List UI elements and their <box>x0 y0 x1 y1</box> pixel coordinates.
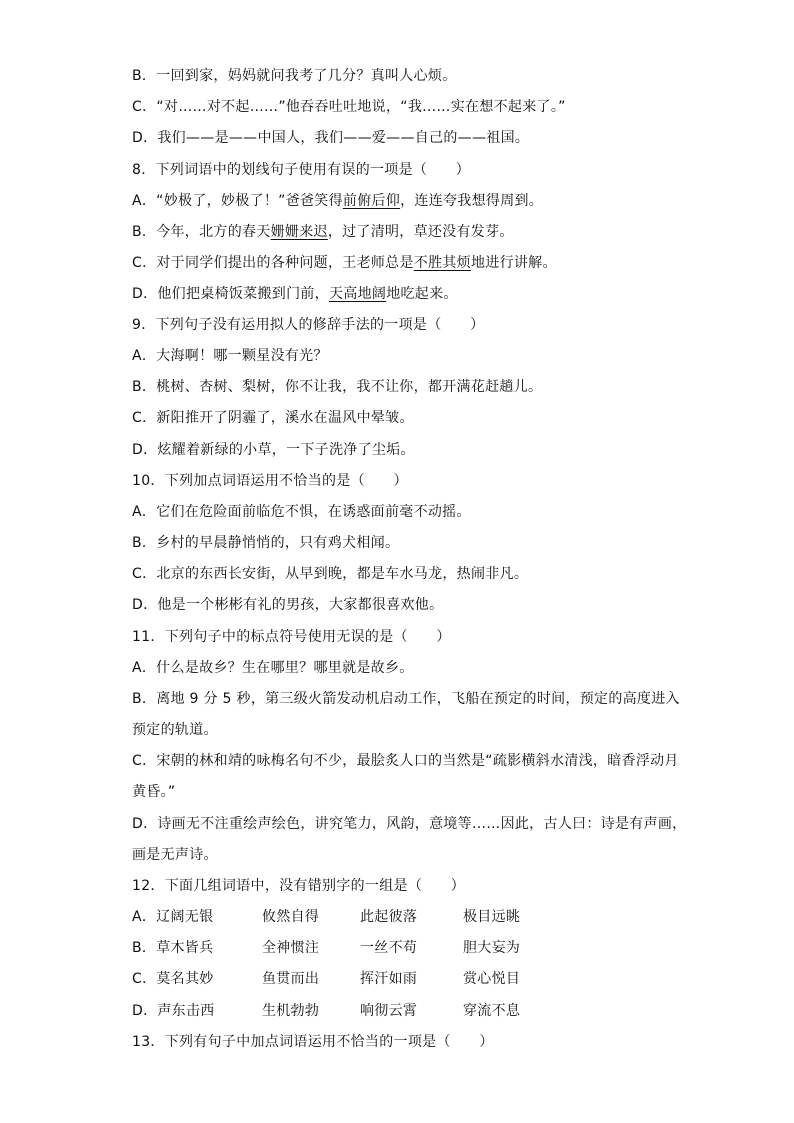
q11-option-b-line1: B．离地 9 分 5 秒，第三级火箭发动机启动工作，飞船在预定的时间，预定的高度进入 <box>132 691 680 707</box>
word-cell: 极目远眺 <box>463 909 521 925</box>
word-cell: 赏心悦目 <box>463 971 521 987</box>
word-cell: 穿流不息 <box>463 1003 521 1019</box>
q12-stem: 12．下面几组词语中，没有错别字的一组是（ ） <box>132 878 466 894</box>
q8-option-b <box>132 222 514 242</box>
underlined-phrase: 不胜其烦 <box>413 255 471 271</box>
q9-option-d: D．炫耀着新绿的小草，一下子洗净了尘垢。 <box>132 442 415 458</box>
q11-stem: 11．下列句子中的标点符号使用无误的是（ ） <box>132 629 451 645</box>
q12-option-row <box>132 907 520 927</box>
q11-option-c-line2: 黄昏。” <box>132 784 176 800</box>
word-cell: 全神惯注 <box>262 940 320 956</box>
q8-stem: 8．下列词语中的划线句子使用有误的一项是（ ） <box>132 162 471 178</box>
q10-option-b: B．乡村的早晨静悄悄的，只有鸡犬相闻。 <box>132 535 400 551</box>
q9-option-b: B．桃树、杏树、梨树，你不让我，我不让你，都开满花赶趟儿。 <box>132 379 543 395</box>
q12-option-row <box>132 969 520 989</box>
word-cell: C．莫名其妙 <box>132 971 214 987</box>
q9-option-c: C．新阳推开了阴霾了，溪水在温风中晕皱。 <box>132 410 414 426</box>
option-text: 地吃起来。 <box>386 286 458 302</box>
q9-stem: 9．下列句子没有运用拟人的修辞手法的一项是（ ） <box>132 317 485 333</box>
option-text: D．他们把桌椅饭菜搬到门前， <box>132 286 329 302</box>
option-text: B．今年，北方的春天 <box>132 224 271 240</box>
q11-option-b-line2: 预定的轨道。 <box>132 722 218 738</box>
q12-option-row <box>132 1001 520 1021</box>
q11-option-a: A．什么是故乡？生在哪里？哪里就是故乡。 <box>132 660 414 676</box>
word-cell: 攸然自得 <box>262 909 320 925</box>
word-cell: D．声东击西 <box>132 1003 215 1019</box>
underlined-phrase: 前俯后仰 <box>342 193 401 209</box>
word-cell: 鱼贯而出 <box>262 971 320 987</box>
underlined-phrase: 姗姗来迟 <box>270 224 328 240</box>
word-cell: B．草木皆兵 <box>132 940 214 956</box>
option-text: ，连连夸我想得周到。 <box>400 193 544 209</box>
q10-option-d: D．他是一个彬彬有礼的男孩，大家都很喜欢他。 <box>132 597 444 613</box>
q10-stem: 10．下列加点词语运用不恰当的是（ ） <box>132 473 408 489</box>
word-cell: 胆大妄为 <box>463 940 521 956</box>
q13-stem: 13．下列有句子中加点词语运用不恰当的一项是（ ） <box>132 1034 494 1050</box>
q8-option-c <box>132 253 557 273</box>
q8-option-d <box>132 284 458 304</box>
option-text: C．对于同学们提出的各种问题，王老师总是 <box>132 255 414 271</box>
word-cell: 一丝不苟 <box>360 940 418 956</box>
q9-option-a: A．大海啊！哪一颗星没有光？ <box>132 348 328 364</box>
q8-option-a <box>132 191 543 211</box>
q7-option-c: C．“对……对不起……”他吞吞吐吐地说，“我……实在想不起来了。” <box>132 99 566 115</box>
q11-option-d-line2: 画是无声诗。 <box>132 847 218 863</box>
underlined-phrase: 天高地阔 <box>328 286 387 302</box>
word-cell: 生机勃勃 <box>262 1003 320 1019</box>
option-text: 地进行讲解。 <box>470 255 557 271</box>
word-cell: A．辽阔无银 <box>132 909 214 925</box>
word-cell: 响彻云霄 <box>360 1003 418 1019</box>
option-text: A．“妙极了，妙极了！”爸爸笑得 <box>132 193 343 209</box>
q7-option-d: D．我们——是——中国人，我们——爱——自己的——祖国。 <box>132 130 530 146</box>
q10-option-c: C．北京的东西长安街，从早到晚，都是车水马龙，热闹非凡。 <box>132 566 529 582</box>
q10-option-a: A．它们在危险面前临危不惧，在诱惑面前毫不动摇。 <box>132 504 471 520</box>
option-text: ，过了清明，草还没有发芽。 <box>327 224 514 240</box>
q12-option-row <box>132 938 520 958</box>
q11-option-c-line1: C．宋朝的林和靖的咏梅名句不少，最脍炙人口的当然是“疏影横斜水清浅，暗香浮动月 <box>132 753 679 769</box>
q7-option-b: B．一回到家，妈妈就问我考了几分？真叫人心烦。 <box>132 68 457 84</box>
q11-option-d-line1: D．诗画无不注重绘声绘色，讲究笔力，风韵，意境等……因此，古人曰：诗是有声画， <box>132 816 687 832</box>
word-cell: 此起彼落 <box>360 909 418 925</box>
word-cell: 挥汗如雨 <box>360 971 418 987</box>
